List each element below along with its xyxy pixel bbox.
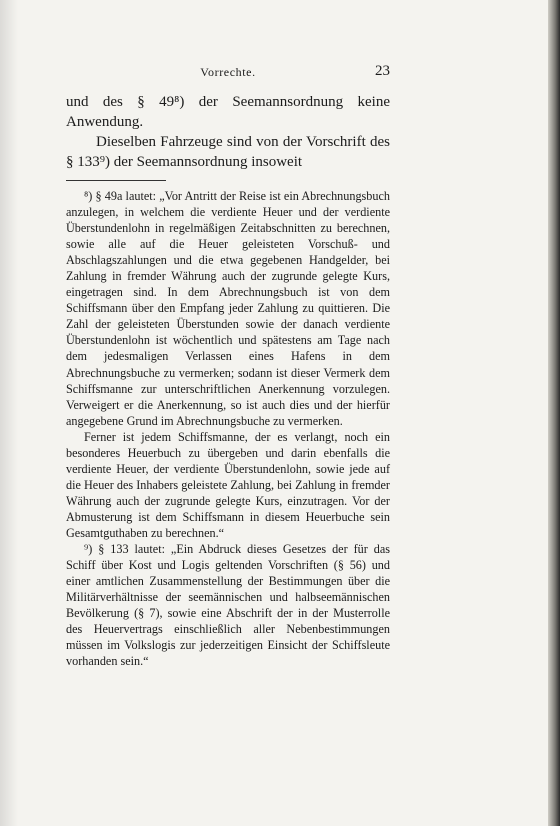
spine-shadow [0, 0, 18, 826]
footnote-8: ⁸) § 49a lautet: „Vor Antritt der Reise ist ein Abrechnungsbuch anzulegen, in welchem die verdiente Heuer und der verdiente Überstundenlohn in regelmäßigen Zeitabschnitten zu berechnen, sowie alle auf die Heuer geleisteten Vorschuß- und Abschlagszahlungen und die etwa gegebenen Handgelder, bei Zahlung in fremder Währung auch der zugrunde gelegte Kurs, eingetragen sind. In dem Abrechnungsbuch ist von dem Schiffsmann über den Empfang jeder Zahlung zu quittieren. Die Zahl der geleisteten Überstunden sowie der danach verdiente Überstundenlohn ist wöchentlich und spätestens am Tage nach dem jedesmaligen Verlassen eines Hafens in dem Abrechnungsbuche zu vermerken; sodann ist dieser Vermerk dem Schiffsmanne zur unterschriftlichen Anerkennung vorzulegen. Verweigert er die Anerkennung, so ist auch dies und der hierfür angegebene Grund im Abrechnungsbuche zu vermerken. [66, 189, 390, 428]
footnote-8-continuation: Ferner ist jedem Schiffsmanne, der es verlangt, noch ein besonderes Heuerbuch zu übergeben und darin ebenfalls die verdiente Heuer, der verdiente Überstundenlohn, sowie jede auf die Heuer des Inhabers geleistete Zahlung, bei Zahlung in fremder Währung auch der zugrunde gelegte Kurs, einzutragen. Vor der Abmusterung ist dem Schiffsmann in diesem Heuerbuche sein Gesamtguthaben zu berechnen.“ [66, 429, 390, 540]
page-header [66, 63, 390, 85]
main-text [66, 92, 390, 172]
page-number: 23 [375, 63, 390, 79]
page-edge [548, 0, 560, 826]
body-paragraph: und des § 49⁸) der Seemannsordnung keine Anwendung. [66, 94, 390, 130]
footnotes [66, 188, 390, 669]
footnote-9: ⁹) § 133 lautet: „Ein Abdruck dieses Gesetzes der für das Schiff über Kost und Logis geltenden Vorschriften (§ 56) und einer amtlichen Zusammenstellung der Bestimmungen über die Militärverhältnisse der seemännischen und halbseemännischen Bevölkerung (§ 7), sowie eine Abschrift der in der Musterrolle des Heuervertrags einschließlich aller Nebenbestimmungen müssen im Volkslogis zur jederzeitigen Einsicht der Schiffsleute vorhanden sein.“ [66, 542, 390, 669]
body-paragraph: Dieselben Fahrzeuge sind von der Vorschrift des § 133⁹) der Seemannsordnung insoweit [66, 134, 390, 170]
running-head: Vorrechte. [200, 65, 256, 79]
footnote-separator [66, 180, 166, 181]
